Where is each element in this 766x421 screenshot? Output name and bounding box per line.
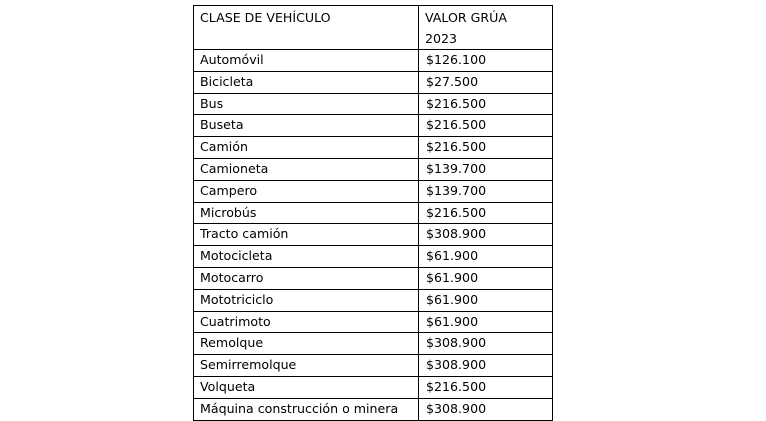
value-cell: $27.500 bbox=[419, 71, 553, 93]
table-row bbox=[194, 289, 553, 311]
vehicle-cell: Motocarro bbox=[194, 267, 419, 289]
table-row bbox=[194, 398, 553, 420]
table-row bbox=[194, 333, 553, 355]
tow-rates-table bbox=[193, 5, 553, 421]
value-cell: $216.500 bbox=[419, 202, 553, 224]
vehicle-cell: Microbús bbox=[194, 202, 419, 224]
value-cell: $61.900 bbox=[419, 289, 553, 311]
value-cell: $139.700 bbox=[419, 180, 553, 202]
table-row bbox=[194, 311, 553, 333]
table-row bbox=[194, 158, 553, 180]
table-header-row bbox=[194, 6, 553, 50]
vehicle-cell: Camión bbox=[194, 137, 419, 159]
value-cell: $308.900 bbox=[419, 333, 553, 355]
header-tow-value-line1: VALOR GRÚA bbox=[425, 10, 508, 25]
table-row bbox=[194, 50, 553, 72]
vehicle-cell: Tracto camión bbox=[194, 224, 419, 246]
vehicle-cell: Buseta bbox=[194, 115, 419, 137]
table-row bbox=[194, 93, 553, 115]
table-row bbox=[194, 137, 553, 159]
value-cell: $61.900 bbox=[419, 267, 553, 289]
table-row bbox=[194, 355, 553, 377]
value-cell: $308.900 bbox=[419, 398, 553, 420]
table-row bbox=[194, 267, 553, 289]
value-cell: $61.900 bbox=[419, 246, 553, 268]
header-tow-value bbox=[419, 6, 553, 50]
vehicle-cell: Bicicleta bbox=[194, 71, 419, 93]
table-row bbox=[194, 376, 553, 398]
table-row bbox=[194, 202, 553, 224]
vehicle-cell: Camioneta bbox=[194, 158, 419, 180]
value-cell: $308.900 bbox=[419, 224, 553, 246]
vehicle-cell: Mototriciclo bbox=[194, 289, 419, 311]
vehicle-cell: Semirremolque bbox=[194, 355, 419, 377]
header-vehicle-class-label: CLASE DE VEHÍCULO bbox=[200, 10, 331, 25]
table-row bbox=[194, 246, 553, 268]
header-tow-value-line2: 2023 bbox=[425, 31, 458, 46]
table-row bbox=[194, 71, 553, 93]
value-cell: $308.900 bbox=[419, 355, 553, 377]
table-row bbox=[194, 115, 553, 137]
vehicle-cell: Bus bbox=[194, 93, 419, 115]
vehicle-cell: Campero bbox=[194, 180, 419, 202]
value-cell: $216.500 bbox=[419, 376, 553, 398]
vehicle-cell: Motocicleta bbox=[194, 246, 419, 268]
vehicle-cell: Cuatrimoto bbox=[194, 311, 419, 333]
value-cell: $216.500 bbox=[419, 93, 553, 115]
value-cell: $216.500 bbox=[419, 137, 553, 159]
header-vehicle-class bbox=[194, 6, 419, 50]
vehicle-cell: Remolque bbox=[194, 333, 419, 355]
table-row bbox=[194, 180, 553, 202]
value-cell: $216.500 bbox=[419, 115, 553, 137]
vehicle-cell: Volqueta bbox=[194, 376, 419, 398]
value-cell: $139.700 bbox=[419, 158, 553, 180]
value-cell: $61.900 bbox=[419, 311, 553, 333]
vehicle-cell: Máquina construcción o minera bbox=[194, 398, 419, 420]
vehicle-cell: Automóvil bbox=[194, 50, 419, 72]
table-row bbox=[194, 224, 553, 246]
value-cell: $126.100 bbox=[419, 50, 553, 72]
